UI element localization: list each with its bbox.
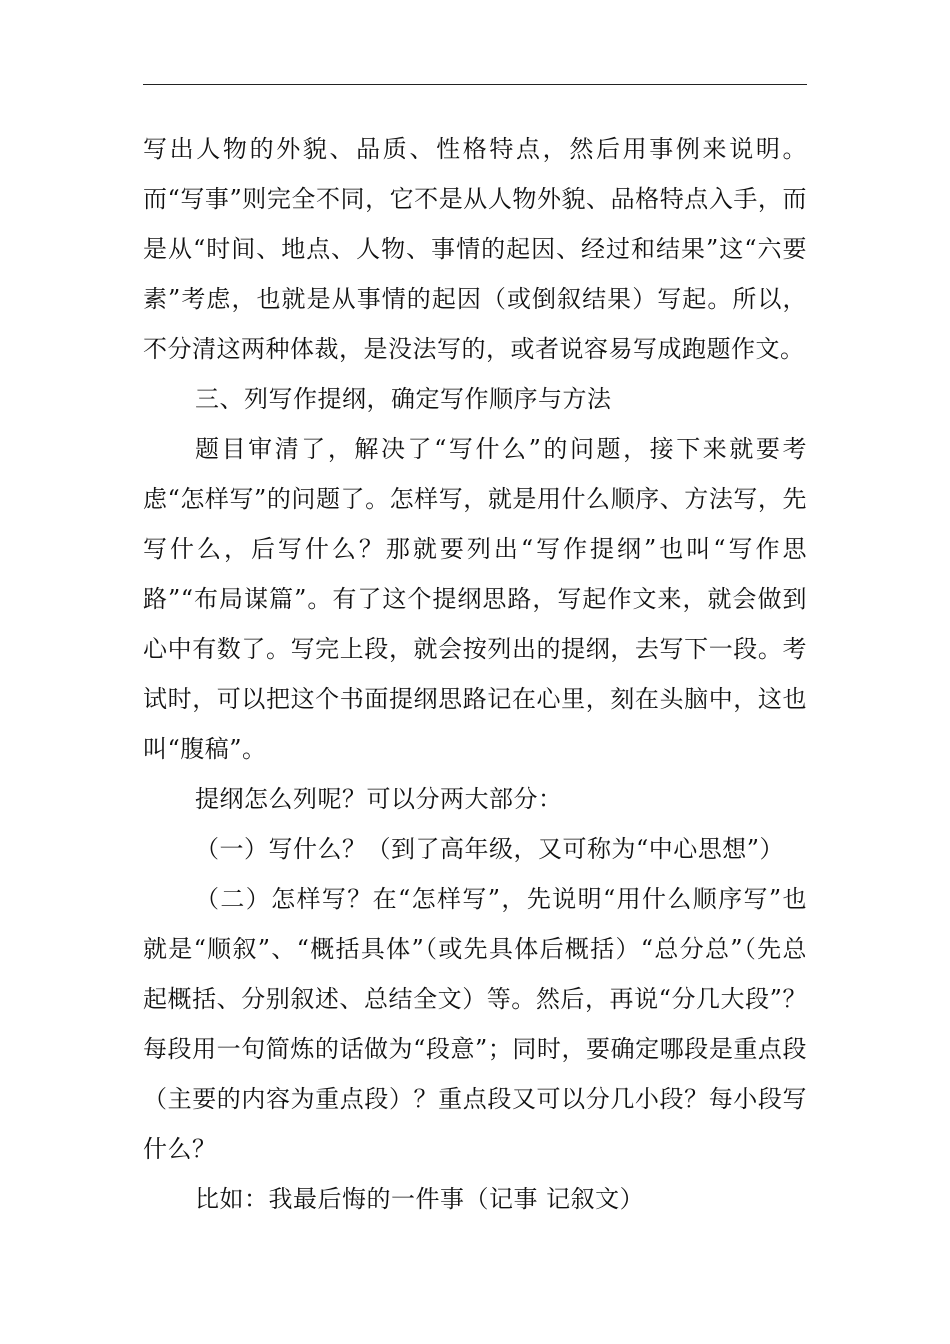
- section-heading: 三、列写作提纲，确定写作顺序与方法: [195, 385, 612, 413]
- list-item-what-to-write: （一）写什么？（到了高年级，又可称为“中心思想”）: [195, 835, 785, 863]
- header-rule: [143, 84, 807, 85]
- paragraph-outline-intro: 题目审清了，解决了“写什么”的问题，接下来就要考虑“怎样写”的问题了。怎样写，就是用什么顺序、方法写，先写什么，后写什么？那就要列出“写作提纲”也叫“写作思路”“布局谋篇”。有了这个提纲思路，写起作文来，就会做到心中有数了。写完上段，就会按列出的提纲，去写下一段。考试时，可以把这个书面提纲思路记在心里，刻在头脑中，这也叫“腹稿”。: [143, 435, 807, 763]
- paragraph-how-to-outline: 提纲怎么列呢？可以分两大部分：: [195, 785, 563, 813]
- paragraph-continued: 写出人物的外貌、品质、性格特点，然后用事例来说明。而“写事”则完全不同，它不是从人物外貌、品格特点入手，而是从“时间、地点、人物、事情的起因、经过和结果”这“六要素”考虑，也就是从事情的起因（或倒叙结果）写起。所以，不分清这两种体裁，是没法写的，或者说容易写成跑题作文。: [143, 135, 807, 363]
- paragraph-example: 比如：我最后悔的一件事（记事 记叙文）: [195, 1185, 645, 1213]
- list-item-how-to-write: （二）怎样写？在“怎样写”，先说明“用什么顺序写”也就是“顺叙”、“概括具体”（或先具体后概括）“总分总”（先总起概括、分别叙述、总结全文）等。然后，再说“分几大段”？每段用一句简炼的话做为“段意”；同时，要确定哪段是重点段（主要的内容为重点段）？重点段又可以分几小段？每小段写什么？: [143, 885, 807, 1163]
- document-body: [143, 124, 807, 1224]
